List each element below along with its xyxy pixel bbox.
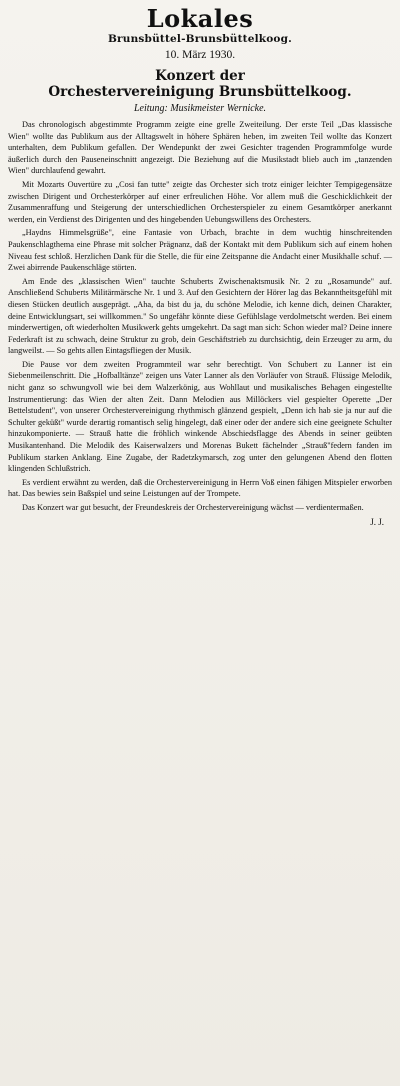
- author-signature: J. J.: [370, 516, 384, 527]
- article-paragraph: Das Konzert war gut besucht, der Freundeskreis der Orchestervereinigung wächst — verdientermaßen.: [22, 503, 364, 512]
- article-paragraph: Die Pause vor dem zweiten Programmteil war sehr berechtigt. Von Schubert zu Lanner ist ein Siebenmeilenschritt. Die „Hofballtänze" zeigen uns Vater Lanner als den Vorläufer von Strauß. Flüssige Melodik, nicht ganz so schwungvoll wie bei dem Walzerkönig, aus Wohllaut und musikalisches Behagen eingestellte Instrumentierung: das Wien der alten Zeit. Dann Melodien aus Millöckers viel gespielter Operette „Der Bettelstudent", von unserer Orchestervereinigung rhythmisch glänzend gespielt, „Denn ich hab sie ja nur auf die Schulter geküßt" wurde derartig romantisch selig hingelegt, daß einer oder der andere sich eine geeignete Schulter hinzukomponierte. — Strauß hatte die fröhlich winkende Abschiedsflagge des Abends in seiner geübten Musikantenhand. Die Melodik des Kaiserwalzers und Morenas Bukett fächelnder „Strauß"federn fanden im Publikum starken Anklang. Eine Zugabe, der Radetzkymarsch, zog unter den gelungenen Abend den flotten klingenden Schlußstrich.: [8, 359, 392, 474]
- article-title-line-1: Konzert der: [155, 68, 245, 84]
- place-subheading: Brunsbüttel-Brunsbüttelkoog.: [107, 33, 293, 45]
- article-body: [8, 119, 392, 514]
- article-leader: Leitung: Musikmeister Wernicke.: [133, 103, 267, 114]
- article-paragraph: Es verdient erwähnt zu werden, daß die Orchestervereinigung in Herrn Voß einen fähigen Mitspieler erworben hat. Das bewies sein Baßspiel und seine Leistungen auf der Trompete.: [8, 477, 392, 499]
- article-paragraph: Am Ende des „klassischen Wien" tauchte Schuberts Zwischenaktsmusik Nr. 2 zu „Rosamunde" auf. Anschließend Schuberts Militärmärsche Nr. 1 und 3. Auf den Gesichtern der Hörer lag das Bekanntheitsgefühl mit diesen Stücken deutlich ausgeprägt. „Aha, da bist du ja, du schöne Melodie, ich kenne dich, deinen Charakter, deine Entwicklungsart, sei willkommen." So ungefähr könnte diese Gefühlslage verdolmetscht werden. Bei einem minderwertigen, oft wiederholten Musikwerk gehts umgekehrt. Da sagt man sich: Schon wieder mal? Deine innere Federkraft ist zu schwach, deine Struktur zu grob, dein Geschäftstrieb zu durchsichtig, dein Erzeuger zu arm, du langweilst. — So gehts allen Eintagsfliegen der Musik.: [8, 276, 392, 356]
- article-paragraph: Das chronologisch abgestimmte Programm zeigte eine grelle Zweiteilung. Der erste Teil „Das klassische Wien" wollte das Publikum aus der Alltagswelt in höhere Sphären heben, im zweiten Teil wollte das Konzert unterhalten, dem Publikum gefallen. Der Wendepunkt der zwei Gesichter tragenden Programmfolge wurde äußerlich durch den Pauseneinschnitt angezeigt. Die Beziehung auf die Musikstadt blieb auch im „tanzenden Wien" durchlaufend gewahrt.: [8, 120, 392, 176]
- article-paragraph: „Haydns Himmelsgrüße", eine Fantasie von Urbach, brachte in dem wuchtig hinschreitenden Paukenschlagthema eine Phrase mit solcher Prägnanz, daß der Kontakt mit dem Publikum sich auf einem hohen Niveau fest schloß. Herzlichen Dank für die Stelle, die für eine Zeitspanne die Andacht einer Musikhalle schuf. — Zwei abirrende Paukenschläge störten.: [8, 228, 392, 273]
- article-title-line-2: Orchestervereinigung Brunsbüttelkoog.: [48, 84, 352, 100]
- section-masthead: Lokales: [146, 4, 254, 33]
- article-paragraph: Mit Mozarts Ouvertüre zu „Cosi fan tutte" zeigte das Orchester sich trotz einiger leichter Tempigegensätze zwischen Dirigent und Orchesterkörper auf einer erfreulichen Höhe. Vor allem muß die Geschicklichkeit der Zusammenraffung und Steigerung der unterschiedlichen Orchesterspieler zu einem Gesamtkörper anerkannt werden, ein Verdienst des Dirigenten und des hingebenden Uebungswillens des Orchesters.: [8, 179, 392, 224]
- dateline: 10. März 1930.: [164, 49, 236, 61]
